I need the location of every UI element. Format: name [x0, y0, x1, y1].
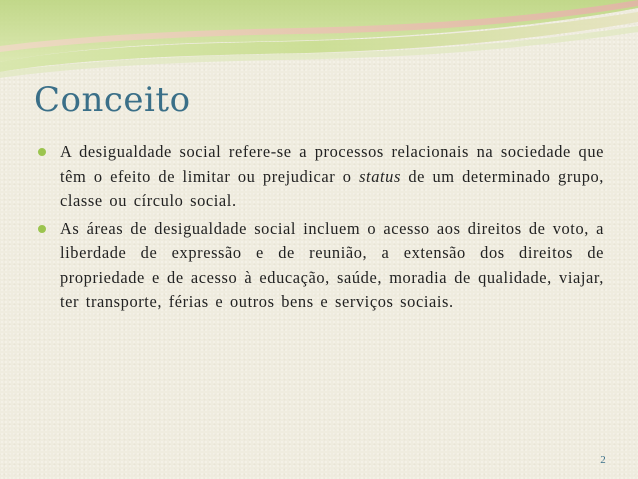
bullet-text-before: A desigualdade social refere-se a processos relacionais na sociedade que têm o efeito de limitar ou prejudicar o	[60, 142, 604, 186]
bullet-list	[34, 140, 604, 318]
bullet-icon	[38, 148, 46, 156]
bullet-text	[60, 142, 604, 210]
bullet-item	[34, 140, 604, 214]
bullet-text-after: de um determinado grupo, classe ou círculo social.	[60, 166, 604, 210]
bullet-text-emphasis: status	[359, 166, 401, 186]
bullet-text: As áreas de desigualdade social incluem o acesso aos direitos de voto, a liberdade de expressão e de reunião, a extensão dos direitos de propriedade e de acesso à educação, saúde, moradia de qualidade, viajar, ter transporte, férias e outros bens e serviços sociais.	[60, 218, 604, 311]
bullet-item	[34, 217, 604, 315]
slide-title: Conceito	[34, 80, 191, 120]
bullet-icon	[38, 225, 46, 233]
page-number: 2	[600, 454, 606, 466]
